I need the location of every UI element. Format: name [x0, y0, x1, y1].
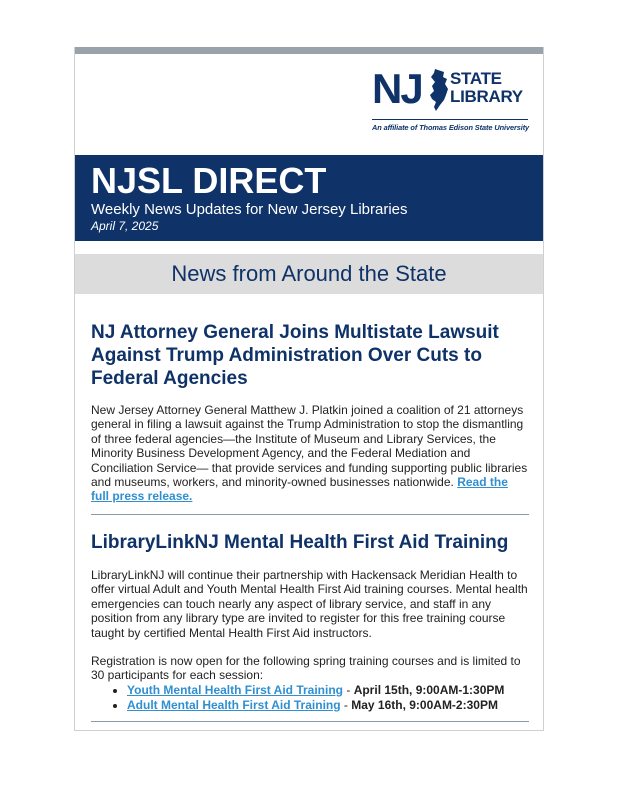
newsletter-frame	[74, 47, 544, 731]
article-title: LibraryLinkNJ Mental Health First Aid Training	[91, 532, 509, 553]
logo-nj-text: NJ	[372, 65, 422, 112]
article-mhfa	[91, 531, 529, 713]
course-list	[91, 683, 529, 713]
logo-rule	[372, 119, 528, 120]
list-item	[127, 683, 529, 698]
article-divider	[91, 514, 529, 515]
course-date: May 16th, 9:00AM-2:30PM	[351, 697, 498, 712]
course-separator: -	[340, 697, 352, 712]
press-release-link[interactable]: Read the full press release.	[91, 475, 508, 504]
youth-mhfa-link[interactable]: Youth Mental Health First Aid Training	[127, 682, 344, 697]
course-separator: -	[343, 682, 354, 697]
section-heading: News from Around the State	[75, 254, 543, 294]
nj-state-library-logo[interactable]	[372, 67, 532, 135]
top-accent-bar	[75, 47, 543, 54]
list-item	[127, 698, 529, 713]
logo-affiliate-text: An affiliate of Thomas Edison State University	[372, 123, 530, 132]
adult-mhfa-link[interactable]: Adult Mental Health First Aid Training	[127, 697, 341, 712]
logo-state-library-text	[450, 70, 523, 106]
header-banner	[75, 155, 543, 241]
new-jersey-state-shape-icon	[429, 69, 449, 111]
course-date: April 15th, 9:00AM-1:30PM	[353, 682, 505, 697]
newsletter-title: NJSL DIRECT	[91, 160, 327, 201]
article-title: NJ Attorney General Joins Multistate Lawsuit Against Trump Administration Over Cuts to Federal Agencies	[91, 322, 499, 389]
article-lawsuit	[91, 321, 529, 504]
article-body: LibraryLinkNJ will continue their partnership with Hackensack Meridian Health to offer virtual Adult and Youth Mental Health First Aid training courses. Mental health emergencies can touch nearly any aspect of library service, and staff in any position from any library type are invited to register for this free training course taught by certified Mental Health First Aid instructors.	[91, 568, 528, 640]
article-registration-text: Registration is now open for the following spring training courses and is limited to 30 participants for each session:	[91, 654, 521, 683]
article-divider	[91, 721, 529, 722]
article-body	[91, 403, 529, 504]
newsletter-subtitle: Weekly News Updates for New Jersey Libraries	[91, 201, 408, 218]
logo-state-word: STATE	[450, 69, 502, 88]
logo-library-word: LIBRARY	[450, 87, 523, 106]
newsletter-date: April 7, 2025	[91, 219, 159, 233]
article-body-text: New Jersey Attorney General Matthew J. Platkin joined a coalition of 21 attorneys general in filing a lawsuit against the Trump Administration to stop the dismantling of three federal agencies—the Institute of Museum and Library Services, the Minority Business Development Agency, and the Federal Mediation and Conciliation Service— that provide services and funding supporting public libraries and museums, workers, and minority-owned businesses nationwide.	[91, 403, 528, 490]
